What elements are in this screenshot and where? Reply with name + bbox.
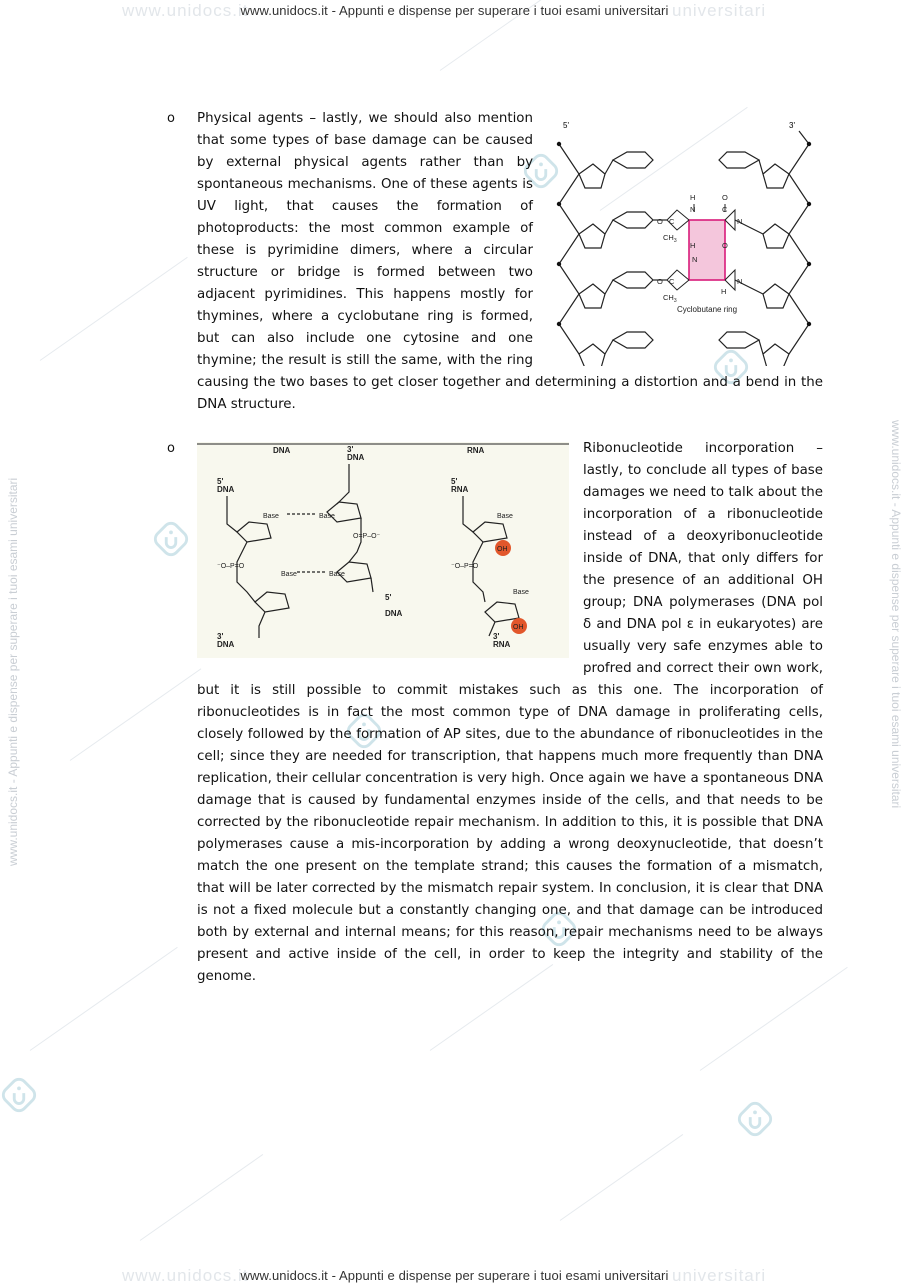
dna-rna-structure-figure — [197, 442, 569, 658]
document-body — [167, 108, 823, 988]
watermark-side-right: www.unidocs.it - Appunti e dispense per superare i tuoi esami universitari — [889, 420, 903, 809]
phosphate-label: ⁻O–P=O — [217, 563, 245, 570]
label-rna: RNA — [493, 640, 511, 649]
cyclobutane-ring-label: Cyclobutane ring — [677, 305, 738, 314]
pyrimidine-dimer-figure — [549, 116, 823, 366]
watermark-side-left: www.unidocs.it - Appunti e dispense per superare i tuoi esami universitari — [6, 477, 20, 866]
atom-n: N — [737, 217, 743, 226]
oh-label: OH — [497, 546, 508, 553]
bullet-ribonucleotide-incorporation — [167, 438, 823, 988]
strand-label-5prime: 5' — [563, 121, 569, 130]
methyl-label: CH — [663, 233, 674, 242]
atom-h: H — [690, 241, 696, 250]
atom-h: H — [690, 193, 696, 202]
base-label: Base — [513, 589, 529, 596]
label-5prime: 5' — [217, 477, 224, 486]
header-watermark: www.unidocs.it - Appunti e dispense per superare i tuoi esami universitari — [240, 3, 669, 18]
oh-label: OH — [513, 624, 524, 631]
phosphate-label: ⁻O–P=O — [451, 563, 479, 570]
methyl-subscript: 3 — [673, 238, 677, 244]
phosphate-label: O=P–O⁻ — [353, 533, 381, 540]
rna-header: RNA — [467, 446, 485, 455]
bullet-text: Physical agents – lastly, we should also mention that some types of base damage can be caused by external physical agents rather than by spontaneous mechanisms. One of these agents is UV light, that causes the formation of photoproducts: the most common example of these is pyrimidine dimers, where a circular structure or bridge is formed between two adjacent pyrimidines. This happens mostly for thymines, where a cyclobutane ring is formed, but can also include one cytosine and one thymine; the result is still the same, with the ring causing the two bases to get closer together and determining a distortion and a bend in the DNA structure. — [197, 111, 823, 412]
base-label: Base — [329, 571, 345, 578]
unidocs-logo-icon — [736, 1100, 774, 1138]
atom-c: C — [722, 205, 728, 214]
atom-n: N — [690, 205, 696, 214]
cyclobutane-ring-highlight — [689, 220, 725, 280]
watermark-faint-right: universitari — [672, 1, 767, 20]
label-3prime: 3' — [493, 632, 500, 641]
label-dna: DNA — [385, 609, 403, 618]
atom-o: O — [722, 193, 728, 202]
base-label: Base — [319, 513, 335, 520]
bullet-text: Ribonucleotide incorporation – lastly, to conclude all types of base damages we need to talk about the incorporation of a ribonucleotide instead of a deoxyribonucleotide inside of DNA, that only differs for the presence of an additional OH group; DNA polymerases (DNA pol δ and DNA pol ε in eukaryotes) are usually very safe enzymes able to profred and correct their own work, but it is still possible to commit mistakes such as this one. The incorporation of ribonucleotides is in fact the most common type of DNA damage in proliferating cells, closely followed by the formation of AP sites, due to the abundance of ribonucleotides in the cell; since they are needed for transcription, that happens much more frequently than DNA replication, their cellular concentration is very high. Once again we have a spontaneous DNA damage that is caused by fundamental enzymes inside of the cells, and that needs to be corrected by the ribonucleotide repair mechanism. In addition to this, it is possible that DNA polymerases cause a mis-incorporation by adding a wrong deoxynucleotide, that doesn’t match the one present on the template strand; this causes the formation of a mismatch, that will be later corrected by the mismatch repair system. In conclusion, it is clear that DNA is not a fixed molecule but a constantly changing one, and that damage can be introduced both by external and internal means; for this reason, repair mechanisms need to be always present and active inside of the cell, in order to keep the integrity and stability of the genome. — [197, 441, 823, 984]
watermark-faint-bottom-right: universitari — [672, 1266, 767, 1285]
atom-c: C — [669, 277, 675, 286]
footer-watermark: www.unidocs.it - Appunti e dispense per superare i tuoi esami universitari — [240, 1268, 669, 1283]
methyl-subscript: 3 — [673, 298, 677, 304]
strand-label-3prime: 3' — [789, 121, 795, 130]
label-3prime: 3' — [347, 445, 354, 454]
atom-o: O — [657, 277, 663, 286]
base-label: Base — [281, 571, 297, 578]
svg-text:CH3 — [663, 293, 677, 304]
label-dna: DNA — [217, 640, 235, 649]
atom-n: N — [692, 255, 698, 264]
label-rna: RNA — [451, 485, 469, 494]
svg-text:CH3 — [663, 233, 677, 244]
label-dna: DNA — [347, 453, 365, 462]
atom-o: O — [722, 241, 728, 250]
dna-header: DNA — [273, 446, 291, 455]
watermark-faint-bottom-left: www.unidocs.it — [122, 1266, 249, 1285]
label-dna: DNA — [217, 485, 235, 494]
base-label: Base — [263, 513, 279, 520]
label-5prime: 5' — [385, 593, 392, 602]
atom-c: C — [669, 217, 675, 226]
label-3prime: 3' — [217, 632, 224, 641]
bullet-marker: o — [167, 441, 175, 456]
watermark-faint-left: www.unidocs.it — [122, 1, 249, 20]
unidocs-logo-icon — [0, 1076, 38, 1114]
atom-o: O — [657, 217, 663, 226]
atom-h: H — [721, 287, 727, 296]
label-5prime: 5' — [451, 477, 458, 486]
bullet-physical-agents — [167, 108, 823, 416]
base-label: Base — [497, 513, 513, 520]
methyl-label: CH — [663, 293, 674, 302]
atom-n: N — [737, 277, 743, 286]
bullet-marker: o — [167, 111, 175, 126]
